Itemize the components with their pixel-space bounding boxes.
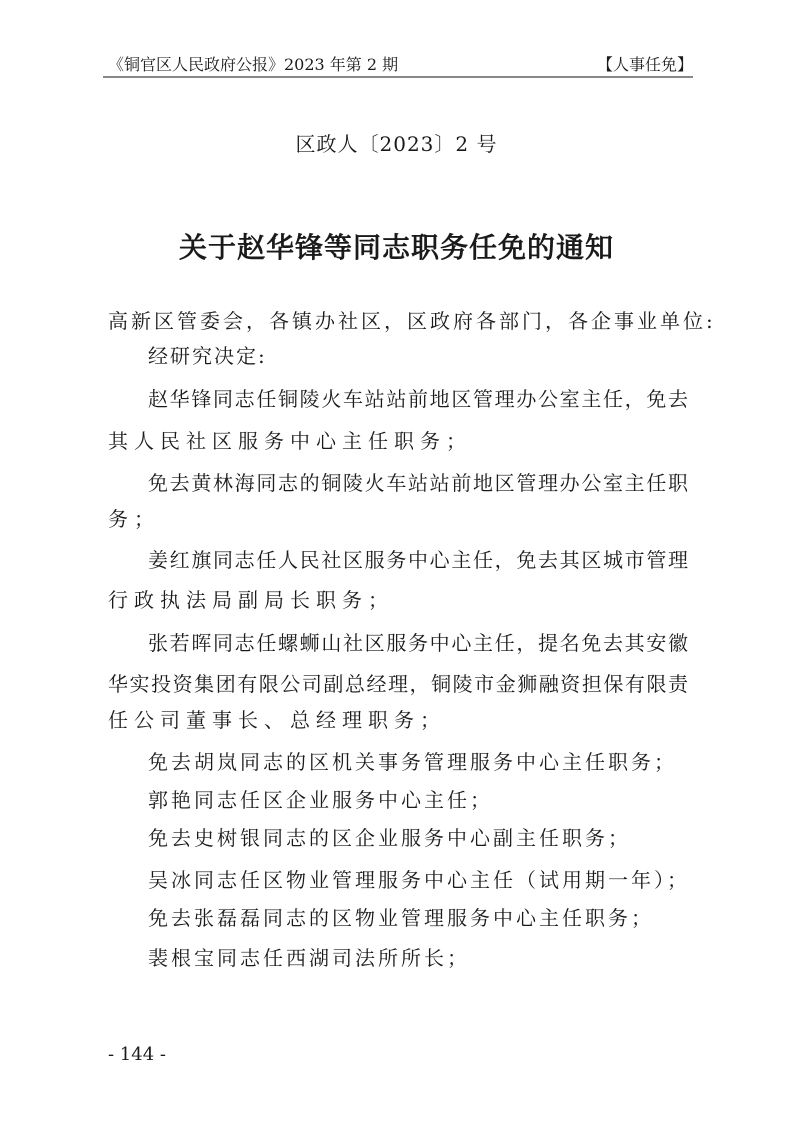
body-line: 赵华锋同志任铜陵火车站站前地区管理办公室主任，免去 bbox=[148, 387, 688, 411]
body-line: 务； bbox=[108, 507, 160, 531]
page-number: - 144 - bbox=[108, 1044, 166, 1065]
header-publication: 《铜官区人民政府公报》2023 年第 2 期 bbox=[108, 55, 399, 74]
body-line: 张若晖同志任螺蛳山社区服务中心主任，提名免去其安徽 bbox=[148, 631, 688, 655]
body-line: 任公司董事长、总经理职务； bbox=[108, 708, 446, 732]
body-line: 郭艳同志任区企业服务中心主任； bbox=[148, 788, 493, 812]
body-line: 行政执法局副局长职务； bbox=[108, 588, 394, 612]
addressee-line: 高新区管委会，各镇办社区，区政府各部门，各企事业单位: bbox=[108, 309, 716, 333]
body-line: 裴根宝同志任西湖司法所所长； bbox=[148, 946, 470, 970]
body-line: 其人民社区服务中心主任职务； bbox=[108, 429, 472, 453]
body-line: 吴冰同志任区物业管理服务中心主任（试用期一年）； bbox=[148, 868, 690, 892]
document-title: 关于赵华锋等同志职务任免的通知 bbox=[178, 231, 614, 264]
body-line: 免去史树银同志的区企业服务中心副主任职务； bbox=[148, 826, 631, 850]
header-rule bbox=[103, 76, 693, 78]
body-line: 免去张磊磊同志的区物业管理服务中心主任职务； bbox=[148, 906, 654, 930]
body-line: 姜红旗同志任人民社区服务中心主任，免去其区城市管理 bbox=[148, 548, 688, 572]
header-section: 【人事任免】 bbox=[596, 55, 693, 74]
document-number: 区政人〔2023〕2 号 bbox=[295, 132, 498, 156]
body-line: 免去黄林海同志的铜陵火车站站前地区管理办公室主任职 bbox=[148, 471, 688, 495]
body-line: 华实投资集团有限公司副总经理，铜陵市金狮融资担保有限责 bbox=[108, 672, 688, 696]
body-line: 免去胡岚同志的区机关事务管理服务中心主任职务； bbox=[148, 750, 677, 774]
body-line: 经研究决定: bbox=[148, 344, 267, 368]
